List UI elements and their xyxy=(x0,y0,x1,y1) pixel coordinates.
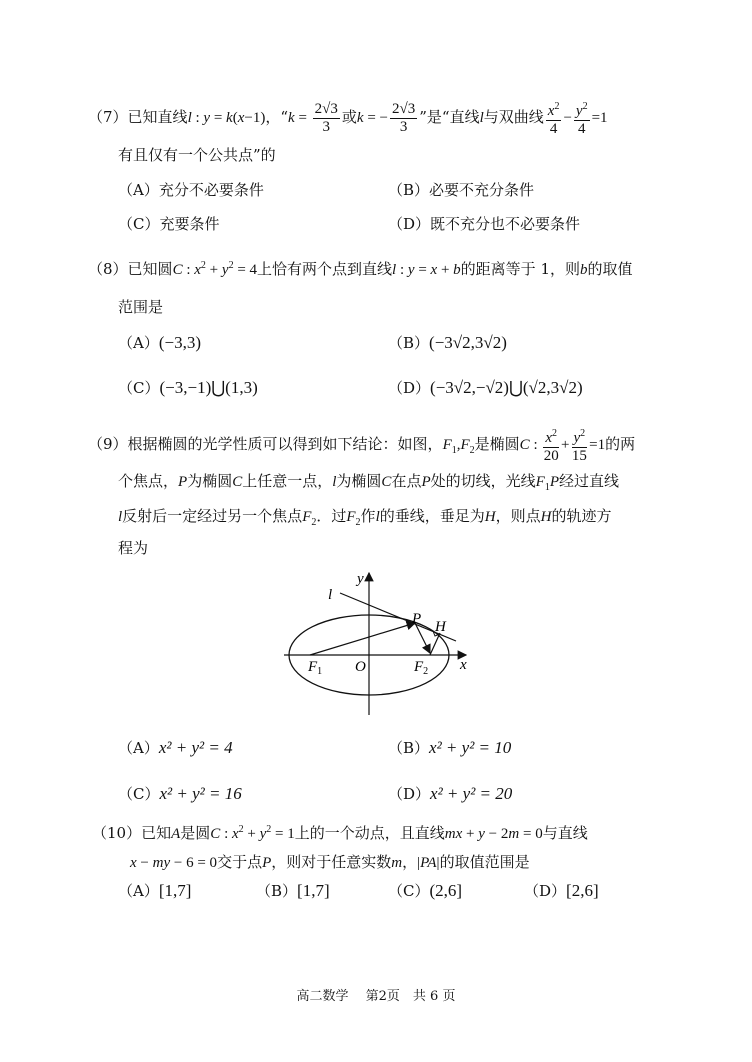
label-p: P xyxy=(412,611,422,627)
q10-number: （10） xyxy=(92,824,142,842)
q7-option-a: （A）充分不必要条件 xyxy=(118,181,264,199)
ray-f1-p xyxy=(310,623,415,655)
q8-option-d: （D）(−3√2,−√2)⋃(√2,3√2) xyxy=(388,378,583,397)
q9-option-c: （C）x² + y² = 16 xyxy=(118,784,242,803)
label-y: y xyxy=(357,571,364,587)
q9-line2: 个焦点，P为椭圆C上任意一点，l为椭圆C在点P处的切线，光线$F_1P$经过直线 xyxy=(118,472,619,493)
label-h: H xyxy=(435,619,446,635)
q9-line4: 程为 xyxy=(118,539,149,557)
q10-line1: （10）已知A是圆C : $x^2 + y^2 = 1$上的一个动点，且直线mx + y − 2m = 0与直线 xyxy=(92,824,588,842)
q10-option-d: （D）[2,6] xyxy=(524,881,599,900)
q7-option-b: （B）必要不充分条件 xyxy=(388,181,535,199)
q8-line2: 范围是 xyxy=(118,298,164,316)
q8-option-c: （C）(−3,−1)⋃(1,3) xyxy=(118,378,258,397)
page-footer: 高二数学 第2页 共 6 页 xyxy=(296,989,456,1004)
q7-option-d: （D）既不充分也不必要条件 xyxy=(388,215,581,233)
label-f1: $F_1$ xyxy=(308,659,323,677)
q10-option-c: （C）(2,6] xyxy=(388,881,463,900)
q7-number: （7） xyxy=(88,108,128,126)
q7-line1: （7）已知直线l : y = k(x−1)，“k = $\frac{2√3}{3}$ 或k = − $\frac{2√3}{3}$ ”是“直线l与双曲线 $\frac{x^2}{4}$ − $\frac{y^2}{4}$ =1 xyxy=(88,98,608,138)
q8-line1: （8）已知圆C : $x^2 + y^2 = 4$上恰有两个点到直线l : y = x + b的距离等于 1，则b的取值 xyxy=(88,260,633,278)
q10-option-a: （A）[1,7] xyxy=(118,881,192,900)
q7-line2: 有且仅有一个公共点”的 xyxy=(118,146,276,164)
label-f2: $F_2$ xyxy=(414,659,429,677)
label-x: x xyxy=(460,657,467,673)
label-l: l xyxy=(328,587,333,603)
q8-option-b: （B）(−3√2,3√2) xyxy=(388,333,507,352)
label-o: O xyxy=(355,659,366,675)
q9-line3: l反射后一定经过另一个焦点$F_2$．过$F_2$作l的垂线，垂足为H，则点H的轨迹方 xyxy=(118,507,612,528)
ellipse-figure xyxy=(270,565,490,725)
q10-option-b: （B）[1,7] xyxy=(256,881,330,900)
q8-option-a: （A）(−3,3) xyxy=(118,333,202,352)
q9-option-b: （B）x² + y² = 10 xyxy=(388,738,512,757)
q9-option-a: （A）x² + y² = 4 xyxy=(118,738,233,757)
q8-number: （8） xyxy=(88,260,128,278)
q9-number: （9） xyxy=(88,435,128,453)
q10-line2: x − my − 6 = 0交于点P，则对于任意实数m，|PA|的取值范围是 xyxy=(130,853,530,871)
q7-option-c: （C）充要条件 xyxy=(118,215,220,233)
q9-option-d: （D）x² + y² = 20 xyxy=(388,784,513,803)
q9-line1: （9）根据椭圆的光学性质可以得到如下结论：如图，$F_1,F_2$是椭圆C : $\frac{x^2}{20}$ + $\frac{y^2}{15}$ =1的两 xyxy=(88,425,635,465)
